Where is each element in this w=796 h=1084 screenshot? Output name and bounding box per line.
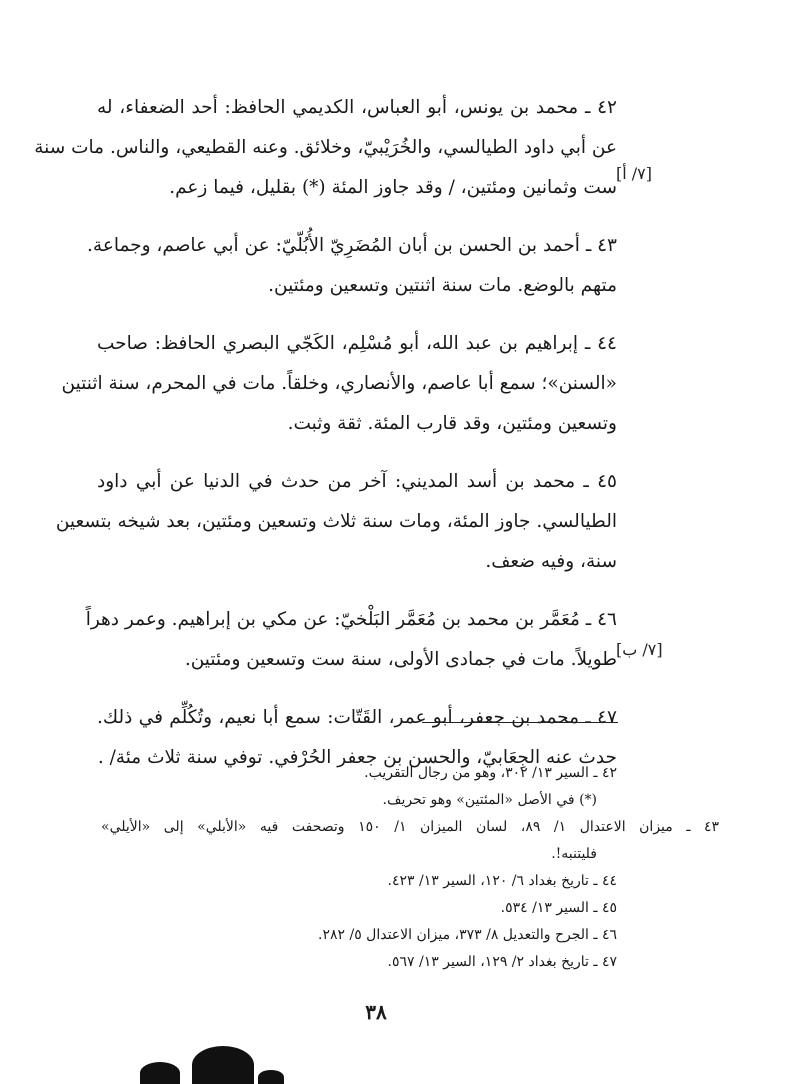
entry-42 — [34, 88, 617, 216]
entry-line: ست وثمانين ومئتين، / وقد جاوز المئة (*) بقليل، فيما زعم. — [169, 177, 617, 198]
scan-smudge — [192, 1046, 254, 1084]
entry-line: عن أبي داود الطيالسي، والخُرَيْبيّ، وخلائق. وعنه القطيعي، والناس. مات سنة — [34, 137, 617, 158]
footnotes — [97, 760, 720, 976]
entry-46 — [85, 600, 617, 688]
scan-smudge — [140, 1062, 180, 1084]
entry-44 — [61, 324, 617, 452]
footnote: ٤٧ ـ تاريخ بغداد ٢/ ١٢٩، السير ١٣/ ٥٦٧. — [387, 954, 617, 970]
entry-45 — [55, 462, 617, 590]
entry-line: سنة، وفيه ضعف. — [485, 551, 617, 572]
footnote-divider — [422, 722, 618, 723]
entry-line: طويلاً. مات في جمادى الأولى، سنة ست وتسعين ومئتين. — [184, 649, 617, 670]
margin-note-7a: [٧/ أ] — [616, 164, 653, 183]
entry-line: «السنن»؛ سمع أبا عاصم، والأنصاري، وخلقاً. مات في المحرم، سنة اثنتين — [61, 373, 617, 394]
footnote: ٤٢ ـ السير ١٣/ ٣٠٢، وهو من رجال التقريب. — [364, 765, 617, 781]
margin-note-7b: [٧/ ب] — [616, 640, 663, 659]
entry-line: متهم بالوضع. مات سنة اثنتين وتسعين ومئتين. — [268, 275, 617, 296]
entry-line: ٤٧ ـ محمد بن جعفر، أبو عمر، القَتّات: سمع أبا نعيم، وتُكُلِّم في ذلك. — [97, 707, 617, 728]
entry-line: حدث عنه الجِعَابيّ، والحسن بن جعفر الحُرْفي. توفي سنة ثلاث مئة/ . — [97, 747, 617, 768]
biography-entries — [34, 88, 617, 796]
entry-line: ٤٢ ـ محمد بن يونس، أبو العباس، الكديمي الحافظ: أحد الضعفاء، له — [97, 97, 617, 118]
entry-43 — [87, 226, 617, 314]
entry-line: الطيالسي. جاوز المئة، ومات سنة ثلاث وتسعين ومئتين، بعد شيخه بتسعين — [55, 511, 617, 532]
footnote: (*) في الأصل «المئتين» وهو تحريف. — [382, 792, 597, 808]
entry-line: ٤٦ ـ مُعَمَّر بن محمد بن مُعَمَّر البَلْخيّ: عن مكي بن إبراهيم. وعمر دهراً — [85, 609, 617, 630]
scan-smudge — [258, 1070, 284, 1084]
page-number: ٣٨ — [365, 1000, 387, 1024]
entry-line: ٤٤ ـ إبراهيم بن عبد الله، أبو مُسْلِم، الكَجّي البصري الحافظ: صاحب — [97, 333, 617, 354]
footnote: ٤٥ ـ السير ١٣/ ٥٣٤. — [500, 900, 617, 916]
footnote: ٤٦ ـ الجرح والتعديل ٨/ ٣٧٣، ميزان الاعتدال ٥/ ٢٨٢. — [318, 927, 617, 943]
footnote: فليتنبه!. — [551, 846, 597, 862]
entry-line: وتسعين ومئتين، وقد قارب المئة. ثقة وثبت. — [287, 413, 617, 434]
footnote: ٤٤ ـ تاريخ بغداد ٦/ ١٢٠، السير ١٣/ ٤٢٣. — [387, 873, 617, 889]
entry-line: ٤٣ ـ أحمد بن الحسن بن أبان المُضَرِيّ الأُبُلّيّ: عن أبي عاصم، وجماعة. — [87, 235, 617, 256]
entry-line: ٤٥ ـ محمد بن أسد المديني: آخر من حدث في الدنيا عن أبي داود — [97, 471, 617, 492]
footnote: ٤٣ ـ ميزان الاعتدال ١/ ٨٩، لسان الميزان ١/ ١٥٠ وتصحفت فيه «الأبلي» إلى «الأيلي» — [101, 819, 720, 835]
